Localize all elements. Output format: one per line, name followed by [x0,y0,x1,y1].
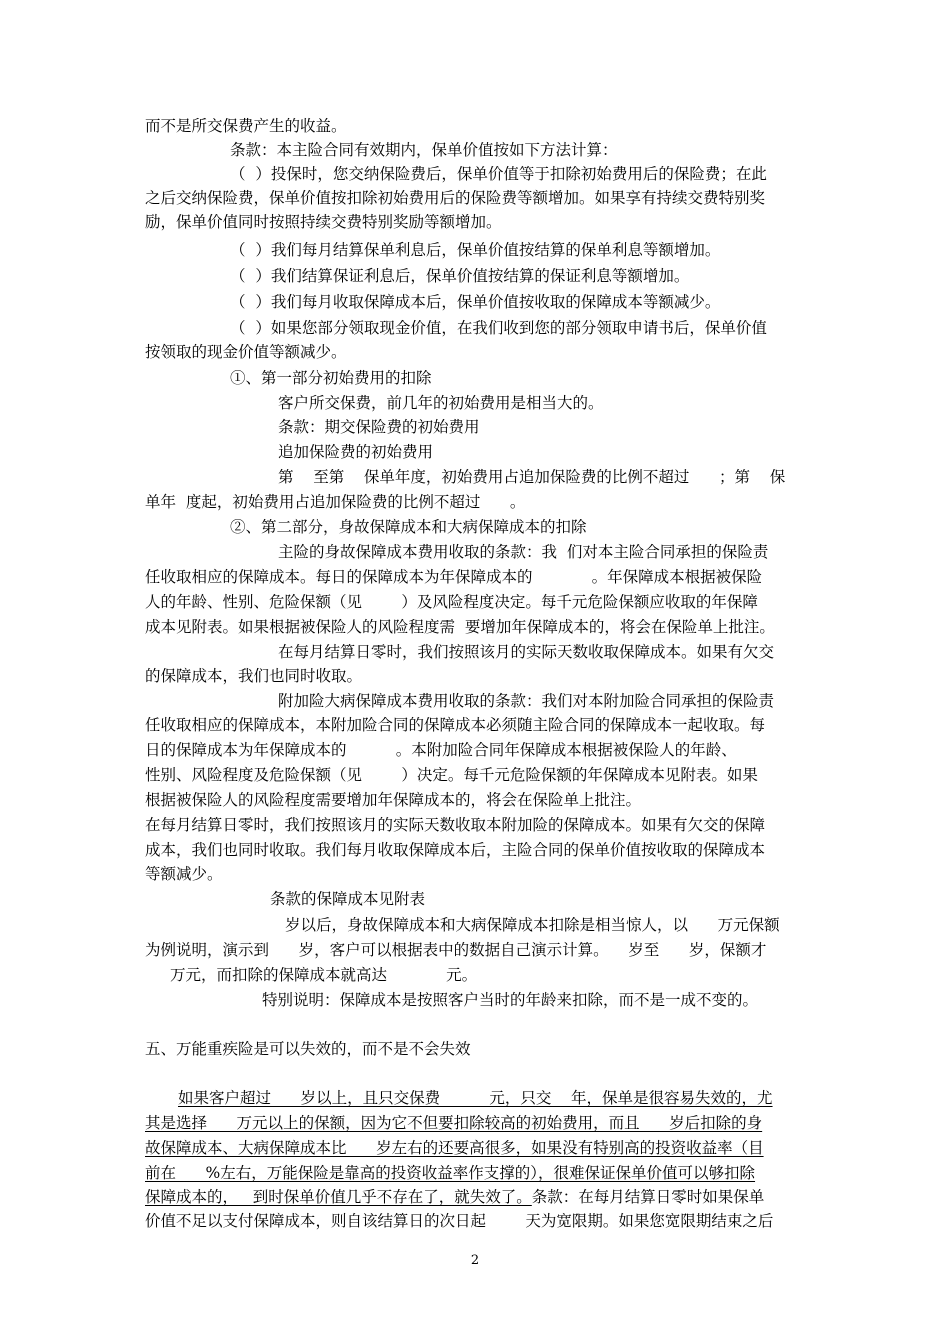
text-line: 条款的保障成本见附表 [270,890,426,908]
page-number: 2 [470,1253,480,1268]
clause-segment: 条款：在每月结算日零时如果保单 [531,1188,765,1206]
text-line: 成本，我们也同时收取。我们每月收取保障成本后，主险合同的保单价值按收取的保障成本 [145,841,766,859]
section-heading: 五、万能重疾险是可以失效的，而不是不会失效 [145,1040,471,1058]
text-line: 任收取相应的保障成本。每日的保障成本为年保障成本的 。年保障成本根据被保险 [145,568,763,586]
text-line: 等额减少。 [145,865,223,883]
text-line: 成本见附表。如果根据被保险人的风险程度需 要增加年保障成本的，将会在保险单上批注。 [145,618,775,636]
text-line: 主险的身故保障成本费用收取的条款：我 们对本主险合同承担的保险责 [278,543,769,561]
text-line: 第 至第 保单年度，初始费用占追加保险费的比例不超过 ；第 保 [278,468,786,486]
text-line: 客户所交保费，前几年的初始费用是相当大的。 [278,394,604,412]
underlined-segment: 保障成本的， 到时保单价值几乎不存在了，就失效了。 [145,1188,532,1206]
text-line: 万元，而扣除的保障成本就高达 元。 [170,966,478,984]
text-line: 条款：期交保险费的初始费用 [278,418,480,436]
section-heading: ②、第二部分，身故保障成本和大病保障成本的扣除 [230,518,587,536]
text-line: 在每月结算日零时，我们按照该月的实际天数收取保障成本。如果有欠交 [278,643,775,661]
text-line: （ ）我们每月收取保障成本后，保单价值按收取的保障成本等额减少。 [230,293,721,311]
text-line: 的保障成本，我们也同时收取。 [145,667,363,685]
text-line: （ ）我们结算保证利息后，保单价值按结算的保证利息等额增加。 [230,267,690,285]
text-line: （ ）投保时，您交纳保险费后，保单价值等于扣除初始费用后的保险费；在此 [230,165,767,183]
text-line: 人的年龄、性别、危险保额（见 ）及风险程度决定。每千元危险保额应收取的年保障 [145,593,758,611]
text-line: 任收取相应的保障成本，本附加险合同的保障成本必须随主险合同的保障成本一起收取。每 [145,716,766,734]
text-line: 在每月结算日零时，我们按照该月的实际天数收取本附加险的保障成本。如果有欠交的保障 [145,816,766,834]
underlined-text-line: 其是选择 万元以上的保额，因为它不但要扣除较高的初始费用，而且 岁后扣除的身 [145,1114,763,1132]
text-line: 之后交纳保险费，保单价值按扣除初始费用后的保险费等额增加。如果享有持续交费特别奖 [145,189,766,207]
text-line: 根据被保险人的风险程度需要增加年保障成本的，将会在保险单上批注。 [145,791,642,809]
text-line: 附加险大病保障成本费用收取的条款：我们对本附加险合同承担的保险责 [278,692,775,710]
text-line: 励，保单价值同时按照持续交费特别奖励等额增加。 [145,213,502,231]
text-line: 特别说明：保障成本是按照客户当时的年龄来扣除，而不是一成不变的。 [262,991,759,1009]
section-heading: ①、第一部分初始费用的扣除 [230,369,432,387]
text-line: 而不是所交保费产生的收益。 [145,117,347,135]
text-line [145,1185,764,1209]
text-line: 追加保险费的初始费用 [278,443,434,461]
text-line: 性别、风险程度及危险保额（见 ）决定。每千元危险保额的年保障成本见附表。如果 [145,766,758,784]
underlined-text-line: 故保障成本、大病保障成本比 岁左右的还要高很多，如果没有特别高的投资收益率（目 [145,1139,764,1157]
text-line: （ ）我们每月结算保单利息后，保单价值按结算的保单利息等额增加。 [230,241,721,259]
text-line: （ ）如果您部分领取现金价值，在我们收到您的部分领取申请书后，保单价值 [230,319,767,337]
text-line: 条款：本主险合同有效期内，保单价值按如下方法计算： [230,141,618,159]
underlined-text-line: 前在 %左右，万能保险是靠高的投资收益率作支撑的），很难保证保单价值可以够扣除 [145,1164,756,1182]
text-line: 为例说明，演示到 岁，客户可以根据表中的数据自己演示计算。 岁至 岁，保额才 [145,941,767,959]
text-line: 岁以后，身故保障成本和大病保障成本扣除是相当惊人，以 万元保额 [285,916,780,934]
text-line: 日的保障成本为年保障成本的 。本附加险合同年保障成本根据被保险人的年龄、 [145,741,737,759]
text-line: 价值不足以支付保障成本，则自该结算日的次日起 天为宽限期。如果您宽限期结束之后 [145,1212,774,1230]
text-line: 按领取的现金价值等额减少。 [145,343,347,361]
underlined-text-line: 如果客户超过 岁以上，且只交保费 元，只交 年，保单是很容易失效的，尤 [178,1089,773,1107]
text-line: 单年 度起，初始费用占追加保险费的比例不超过 。 [145,493,526,511]
